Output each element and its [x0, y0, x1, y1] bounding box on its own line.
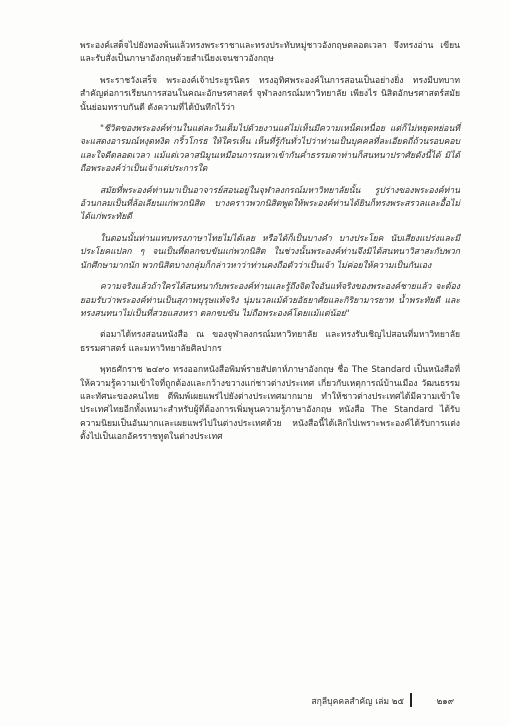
footer-divider: [410, 693, 412, 707]
quote-paragraph-3: ในตอนนั้นท่านแทบทรงภาษาไทยไม่ได้เลย หรือได้ก็เป็นบางคำ บางประโยค นับเสียงแปร่งและมีประโยคแปลก ๆ จนเป็นที่ตลกขบขันแก่พวกนิสิต ในช่วงนั้นพระองค์ท่านจึงมิได้สนทนาวิสาสะกับพวกนักศึกษามากนัก พวกนิสิตบางกลุ่มก็กล่าวหาว่าท่านคงถือตัวว่าเป็นเจ้า ไม่ค่อยให้ความเป็นกันเอง: [80, 233, 460, 271]
paragraph-2: พระราชวังเสร็จ พระองค์เจ้าประยูรนิตร ทรงอุทิศพระองค์ในการสอนเป็นอย่างยิ่ง ทรงมีบทบาทสำคัญต่อการเรียนการสอนในคณะอักษรศาสตร์ จุฬาลงกรณ์มหาวิทยาลัย เพียงไร นิสิตอักษรศาสตร์สมัยนั้นย่อมทราบกันดี ดังความที่ได้บันทึกไว้ว่า: [80, 75, 460, 113]
quote-paragraph-1: "ชีวิตของพระองค์ท่านในแต่ละวันเต็มไปด้วยงานแต่ไม่เห็นมีความเหน็ดเหนื่อย แต่ก็ไม่หยุดหย่อนที่จะแสดงอารมณ์หงุดหงิด กริ้วโกรธ ให้ใครเห็น เห็นที่รู้กันทั่วไปว่าท่านเป็นบุคคลที่ละเอียดถี่ถ้วนรอบคอบ และใจดีตลอดเวลา แม้แต่เวลาสนิมูนเหมือนการณหาเข้ากันค่ำธรรมดาท่านก็สนทนาปราศัยดังนี้ได้ มิได้ถือพระองค์ว่าเป็นเจ้าแต่ประการใด: [80, 124, 460, 175]
page-number: ๒๑๙: [436, 697, 454, 707]
quote-paragraph-4: ความจริงแล้วถ้าใครได้สนทนากับพระองค์ท่านและรู้ถึงจิตใจอันแท้จริงของพระองค์ชายแล้ว จะต้องยอมรับว่าพระองค์ท่านเป็นสุภาพบุรุษแท้จริง นุ่มนวลแม้ด้วยอัธยาศัยและกิริยามารยาท น้ำพระทัยดี และทรงสนทนาไม่เป็นที่สวยแสงหรา ตลกขบขัน ไม่ถือพระองค์โดยแม้แต่น้อย": [80, 282, 460, 319]
page-footer: [80, 694, 460, 708]
paragraph-7: ต่อมาได้ทรงสอนหนังสือ ณ ของจุฬาลงกรณ์มหาวิทยาลัย และทรงรับเชิญไปสอนที่มหาวิทยาลัยธรรมศาสตร์ และมหาวิทยาลัยศิลปากร: [80, 330, 460, 354]
quote-paragraph-2: สมัยที่พระองค์ท่านมาเป็นอาจารย์สอนอยู่ในจุฬาลงกรณ์มหาวิทยาลัยนั้น รูปร่างของพระองค์ท่านอ้วนกลมเป็นที่ล้อเลียนแก่พวกนิสิต บางคราวพวกนิสิตพูดให้พระองค์ท่านได้ยินก็ทรงพระสรวลและอื้อไม่ได้แก่พระทัยดี: [80, 185, 460, 223]
body-text: [80, 40, 460, 453]
footer-book-title: สกุลีบุคคลสำคัญ เล่ม ๒๕: [311, 697, 404, 707]
paragraph-1: พระองค์เสด็จไปยังทองพ้นแล้วทรงพระราชาและทรงประทับหมู่ชาวอังกฤษตลอดเวลา จึงทรงอ่าน เขียน และรับสั่งเป็นภาษาอังกฤษด้วยสำเนียงเจนชาวอังกฤษ: [80, 41, 460, 65]
paragraph-8: พุทธศักราช ๒๔๙๐ ทรงออกหนังสือพิมพ์รายสัปดาห์ภาษาอังกฤษ ชื่อ The Standard เป็นหนังสือที่ให้ความรู้ความเข้าใจที่ถูกต้องและกว้างขวางแก่ชาวต่างประเทศ เกี่ยวกับเหตุการณ์บ้านเมือง วัฒนธรรมและทัศนะของคนไทย ตีพิมพ์เผยแพร่ไปยังต่างประเทศมากมาย ทำให้ชาวต่างประเทศได้มีความเข้าใจประเทศไทยอีกทั้งเหมาะสำหรับผู้ที่ต้องการเพิ่มพูนความรู้ภาษาอังกฤษ หนังสือ The Standard ได้รับความนิยมเป็นอันมากและเผยแพร่ไปในต่างประเทศด้วย หนังสือนี้ได้เลิกไปเพราะพระองค์ได้รับการแต่งตั้งไปเป็นเอกอัครราชทูตในต่างประเทศ: [80, 365, 460, 443]
